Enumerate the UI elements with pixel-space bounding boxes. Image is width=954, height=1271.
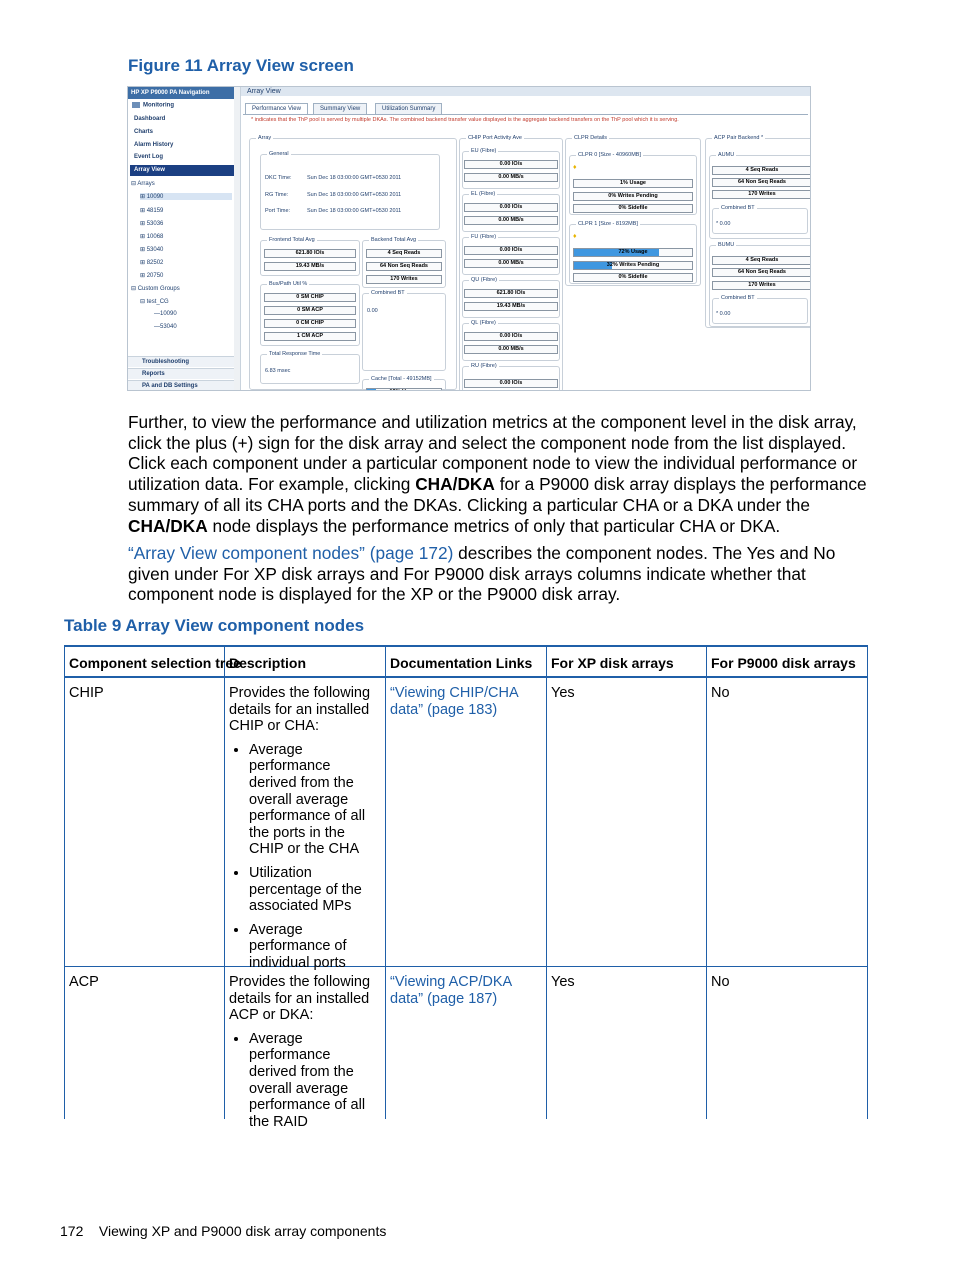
row-chip-tree: CHIP — [69, 685, 104, 701]
array-view-screenshot — [127, 86, 811, 391]
frontend-mb: 19.43 MB/s — [264, 262, 356, 271]
bumu-non-seq-reads: 64 Non Seq Reads — [712, 268, 811, 277]
clpr-group — [565, 135, 701, 286]
bumu-bt-title: Combined BT — [721, 295, 755, 301]
nav-dashboard[interactable]: Dashboard — [134, 116, 166, 122]
response-group — [260, 351, 360, 384]
aumu-non-seq-reads: 64 Non Seq Reads — [712, 178, 811, 187]
frontend-group — [260, 237, 360, 276]
tree-array-10090[interactable]: ⊞ 10090 — [140, 193, 232, 200]
row-chip-xp: Yes — [551, 685, 575, 701]
nav-event-log[interactable]: Event Log — [134, 154, 164, 160]
table-col-sep — [706, 647, 707, 1119]
row-chip-desc-text: Provides the following details for an installed CHIP or CHA: — [229, 685, 371, 735]
aumu-seq-reads: 4 Seq Reads — [712, 166, 811, 175]
tree-array-53036[interactable]: ⊞ 53036 — [140, 221, 164, 227]
chip-port-title: CHIP Port Activity Ave — [468, 135, 522, 141]
port-fu-mb: 0.00 MB/s — [464, 259, 558, 268]
tree-array-53040[interactable]: ⊞ 53040 — [140, 247, 164, 253]
cache-group — [362, 376, 446, 391]
bus-sm-chip: 0 SM CHIP — [264, 293, 356, 302]
port-fu — [462, 234, 560, 275]
aumu-group — [709, 152, 811, 239]
port-fu-name: FU (Fibre) — [471, 234, 497, 240]
table-border-right — [867, 647, 868, 1119]
backend-writes: 170 Writes — [366, 275, 442, 284]
tree-array-82502[interactable]: ⊞ 82502 — [140, 260, 164, 266]
frontend-title: Frontend Total Avg — [269, 237, 315, 243]
table-col-sep — [546, 647, 547, 1119]
aumu-writes: 170 Writes — [712, 190, 811, 199]
table-title: Table 9 Array View component nodes — [64, 616, 365, 635]
para1-text-3: node displays the performance metrics of only that particular CHA or DKA. — [207, 515, 781, 536]
nav-troubleshooting[interactable]: Troubleshooting — [128, 356, 234, 367]
port-qu-name: QU (Fibre) — [471, 277, 497, 283]
port-eu-name: EU (Fibre) — [471, 148, 497, 154]
header-description: Description — [229, 655, 307, 671]
table-header-line — [64, 676, 868, 678]
backend-title: Backend Total Avg — [371, 237, 417, 243]
nav-scrollbar[interactable] — [234, 87, 241, 390]
tab-summary-view[interactable]: Summary View — [313, 103, 367, 115]
tree-array-48159[interactable]: ⊞ 48159 — [140, 208, 164, 214]
port-eu — [462, 148, 560, 189]
list-item: • Average performance of individual ports — [249, 922, 381, 972]
aumu-title: AUMU — [718, 152, 735, 158]
array-group-title: Array — [258, 135, 272, 141]
port-fu-io: 0.00 IO/s — [464, 246, 558, 255]
navigation-pane — [128, 87, 235, 390]
port-ru — [462, 363, 560, 391]
tree-group-array-53040[interactable]: —53040 — [154, 324, 177, 330]
general-group — [260, 151, 440, 230]
warning-icon: ♦ — [573, 164, 577, 171]
acp-group — [705, 135, 811, 328]
table-row-line — [64, 966, 868, 967]
cache-title: Cache [Total - 49152MB] — [371, 376, 432, 382]
port-ql-io: 0.00 IO/s — [464, 332, 558, 341]
general-title: General — [269, 151, 289, 157]
nav-monitoring[interactable]: Monitoring — [132, 102, 174, 109]
tab-divider — [243, 114, 808, 115]
tab-performance-view[interactable]: Performance View — [245, 103, 308, 115]
port-eu-io: 0.00 IO/s — [464, 160, 558, 169]
bumu-title: BUMU — [718, 242, 735, 248]
port-time-value: Sun Dec 18 03:00:00 GMT+0530 2011 — [307, 208, 402, 214]
row-acp-tree: ACP — [69, 974, 99, 990]
row-acp-description — [229, 974, 381, 1137]
header-p9000: For P9000 disk arrays — [711, 655, 856, 671]
thp-note: * indicates that the ThP pool is served by multiple DKAs. The combined backend transfer value displayed is the aggregate backend transfers on the ThP pool which it is serving. — [251, 117, 679, 123]
paragraph-component-level — [128, 412, 872, 536]
header-xp: For XP disk arrays — [551, 655, 674, 671]
tree-array-20750[interactable]: ⊞ 20750 — [140, 273, 164, 279]
port-qu-io: 621.80 IO/s — [464, 289, 558, 298]
backend-group — [362, 237, 446, 288]
clpr1-sidefile: 0% Sidefile — [573, 273, 693, 282]
busutil-group — [260, 281, 360, 346]
row-chip-bullets — [229, 742, 381, 972]
bus-sm-acp: 0 SM ACP — [264, 306, 356, 315]
rg-time-value: Sun Dec 18 03:00:00 GMT+0530 2011 — [307, 192, 402, 198]
clpr0-writes-pending: 0% Writes Pending — [573, 192, 693, 201]
combined-bt-group — [362, 290, 446, 371]
table-col-sep — [385, 647, 386, 1119]
dkc-time-value: Sun Dec 18 03:00:00 GMT+0530 2011 — [307, 175, 402, 181]
bus-cm-chip: 0 CM CHIP — [264, 319, 356, 328]
list-item: • Utilization percentage of the associated MPs — [249, 865, 381, 915]
nav-title: HP XP P9000 PA Navigation — [128, 87, 234, 99]
figure-title: Figure 11 Array View screen — [128, 56, 354, 75]
para1-text-1: Further, to view the performance and utilization metrics at the component level in the disk array, click the plus (+) sign for the disk array and select the component node from the list displayed. Click each component under a particular component node to view the individual performance or utilization data. For example, clicking — [128, 412, 858, 495]
aumu-bt-group — [712, 205, 808, 234]
combined-bt-value: 0.00 — [367, 308, 378, 314]
backend-seq-reads: 4 Seq Reads — [366, 249, 442, 258]
row-chip-p9000: No — [711, 685, 730, 701]
bumu-bt-value: * 0.00 — [716, 311, 731, 317]
aumu-bt-value: * 0.00 — [716, 221, 731, 227]
port-time-label: Port Time: — [265, 208, 291, 214]
list-item: • Average performance derived from the overall average performance of all the RAID — [249, 1031, 381, 1131]
frontend-io: 621.80 IO/s — [264, 249, 356, 258]
nav-pa-db-settings[interactable]: PA and DB Settings — [128, 380, 234, 391]
monitor-icon — [132, 102, 140, 108]
combined-bt-title: Combined BT — [371, 290, 405, 296]
port-el-mb: 0.00 MB/s — [464, 216, 558, 225]
row-acp-doc-link[interactable]: “Viewing ACP/DKA data” (page 187) — [390, 974, 512, 1007]
nav-charts[interactable]: Charts — [134, 129, 154, 135]
port-el-io: 0.00 IO/s — [464, 203, 558, 212]
nav-alarm-history[interactable]: Alarm History — [134, 142, 174, 148]
bumu-group — [709, 242, 811, 327]
tree-group-test-cg[interactable]: ⊟ test_CG — [140, 299, 169, 305]
header-component-tree: Component selection tree — [69, 655, 241, 671]
row-acp-bullets — [229, 1031, 381, 1131]
bumu-bt-group — [712, 295, 808, 324]
para2-text: describes the component nodes. The Yes and No given under For XP disk arrays and For P9000 disk arrays columns indicate whether that component node is displayed for the XP or the P9000 disk array. — [128, 543, 836, 605]
table-col-sep — [224, 647, 225, 1119]
tree-group-array-10090[interactable]: —10090 — [154, 311, 177, 317]
response-title: Total Response Time — [269, 351, 321, 357]
clpr1-title: CLPR 1 [Size - 8192MB] — [578, 221, 638, 227]
clpr1-writes-pending: 32% Writes Pending — [573, 261, 693, 270]
cache-usage-fill — [367, 389, 376, 391]
para1-bold-1: CHA/DKA — [415, 474, 495, 495]
clpr1-usage: 72% Usage — [573, 248, 693, 257]
array-group — [249, 135, 457, 390]
port-ql-name: QL (Fibre) — [471, 320, 496, 326]
row-chip-description — [229, 685, 381, 979]
tab-utilization-summary[interactable]: Utilization Summary — [375, 103, 442, 115]
acp-title: ACP Pair Backend * — [714, 135, 764, 141]
component-nodes-table — [64, 645, 868, 1130]
port-qu — [462, 277, 560, 318]
para1-text-2: for a P9000 disk array displays the performance summary of all its CHA ports and the DKAs. Clicking a particular CHA or a DKA under the — [128, 474, 867, 515]
row-acp-xp: Yes — [551, 974, 575, 990]
rg-time-label: RG Time: — [265, 192, 289, 198]
page-footer: 172 Viewing XP and P9000 disk array components — [60, 1223, 387, 1239]
port-ql-mb: 0.00 MB/s — [464, 345, 558, 354]
warning-icon: ♦ — [573, 233, 577, 240]
row-acp-desc-text: Provides the following details for an installed ACP or DKA: — [229, 974, 371, 1024]
tree-arrays[interactable]: ⊟ Arrays — [131, 181, 155, 187]
paragraph-component-nodes — [128, 543, 872, 605]
nav-reports[interactable]: Reports — [128, 368, 234, 379]
chip-port-group — [459, 135, 563, 391]
dkc-time-label: DKC Time: — [265, 175, 292, 181]
bumu-writes: 170 Writes — [712, 281, 811, 290]
table-reference-link[interactable]: “Array View component nodes” (page 172) — [128, 543, 454, 563]
port-eu-mb: 0.00 MB/s — [464, 173, 558, 182]
backend-non-seq-reads: 64 Non Seq Reads — [366, 262, 442, 271]
busutil-title: Bus/Path Util % — [269, 281, 308, 287]
tree-custom-groups[interactable]: ⊟ Custom Groups — [131, 286, 180, 292]
bus-cm-acp: 1 CM ACP — [264, 332, 356, 341]
content-title: Array View — [241, 87, 810, 96]
clpr0-title: CLPR 0 [Size - 40960MB] — [578, 152, 641, 158]
header-doc-links: Documentation Links — [390, 655, 533, 671]
clpr1-group — [569, 221, 697, 284]
clpr0-usage: 1% Usage — [573, 179, 693, 188]
row-acp-p9000: No — [711, 974, 730, 990]
para1-bold-2: CHA/DKA — [128, 515, 208, 536]
clpr0-group — [569, 152, 697, 215]
port-ru-io: 0.00 IO/s — [464, 379, 558, 388]
port-ru-name: RU (Fibre) — [471, 363, 497, 369]
response-value: 6.83 msec — [265, 368, 291, 374]
port-el-name: EL (Fibre) — [471, 191, 496, 197]
aumu-bt-title: Combined BT — [721, 205, 755, 211]
clpr0-sidefile: 0% Sidefile — [573, 204, 693, 213]
tree-array-10068[interactable]: ⊞ 10068 — [140, 234, 164, 240]
table-border-left — [64, 647, 65, 1119]
nav-array-view[interactable]: Array View — [130, 165, 234, 176]
port-ql — [462, 320, 560, 361]
content-pane — [241, 87, 810, 390]
clpr-title: CLPR Details — [574, 135, 608, 141]
port-el — [462, 191, 560, 232]
cache-usage — [366, 388, 442, 391]
bumu-seq-reads: 4 Seq Reads — [712, 256, 811, 265]
list-item: • Average performance derived from the overall average performance of all the ports in the CHIP or the CHA — [249, 742, 381, 858]
row-chip-doc-link[interactable]: “Viewing CHIP/CHA data” (page 183) — [390, 685, 518, 718]
port-qu-mb: 19.43 MB/s — [464, 302, 558, 311]
